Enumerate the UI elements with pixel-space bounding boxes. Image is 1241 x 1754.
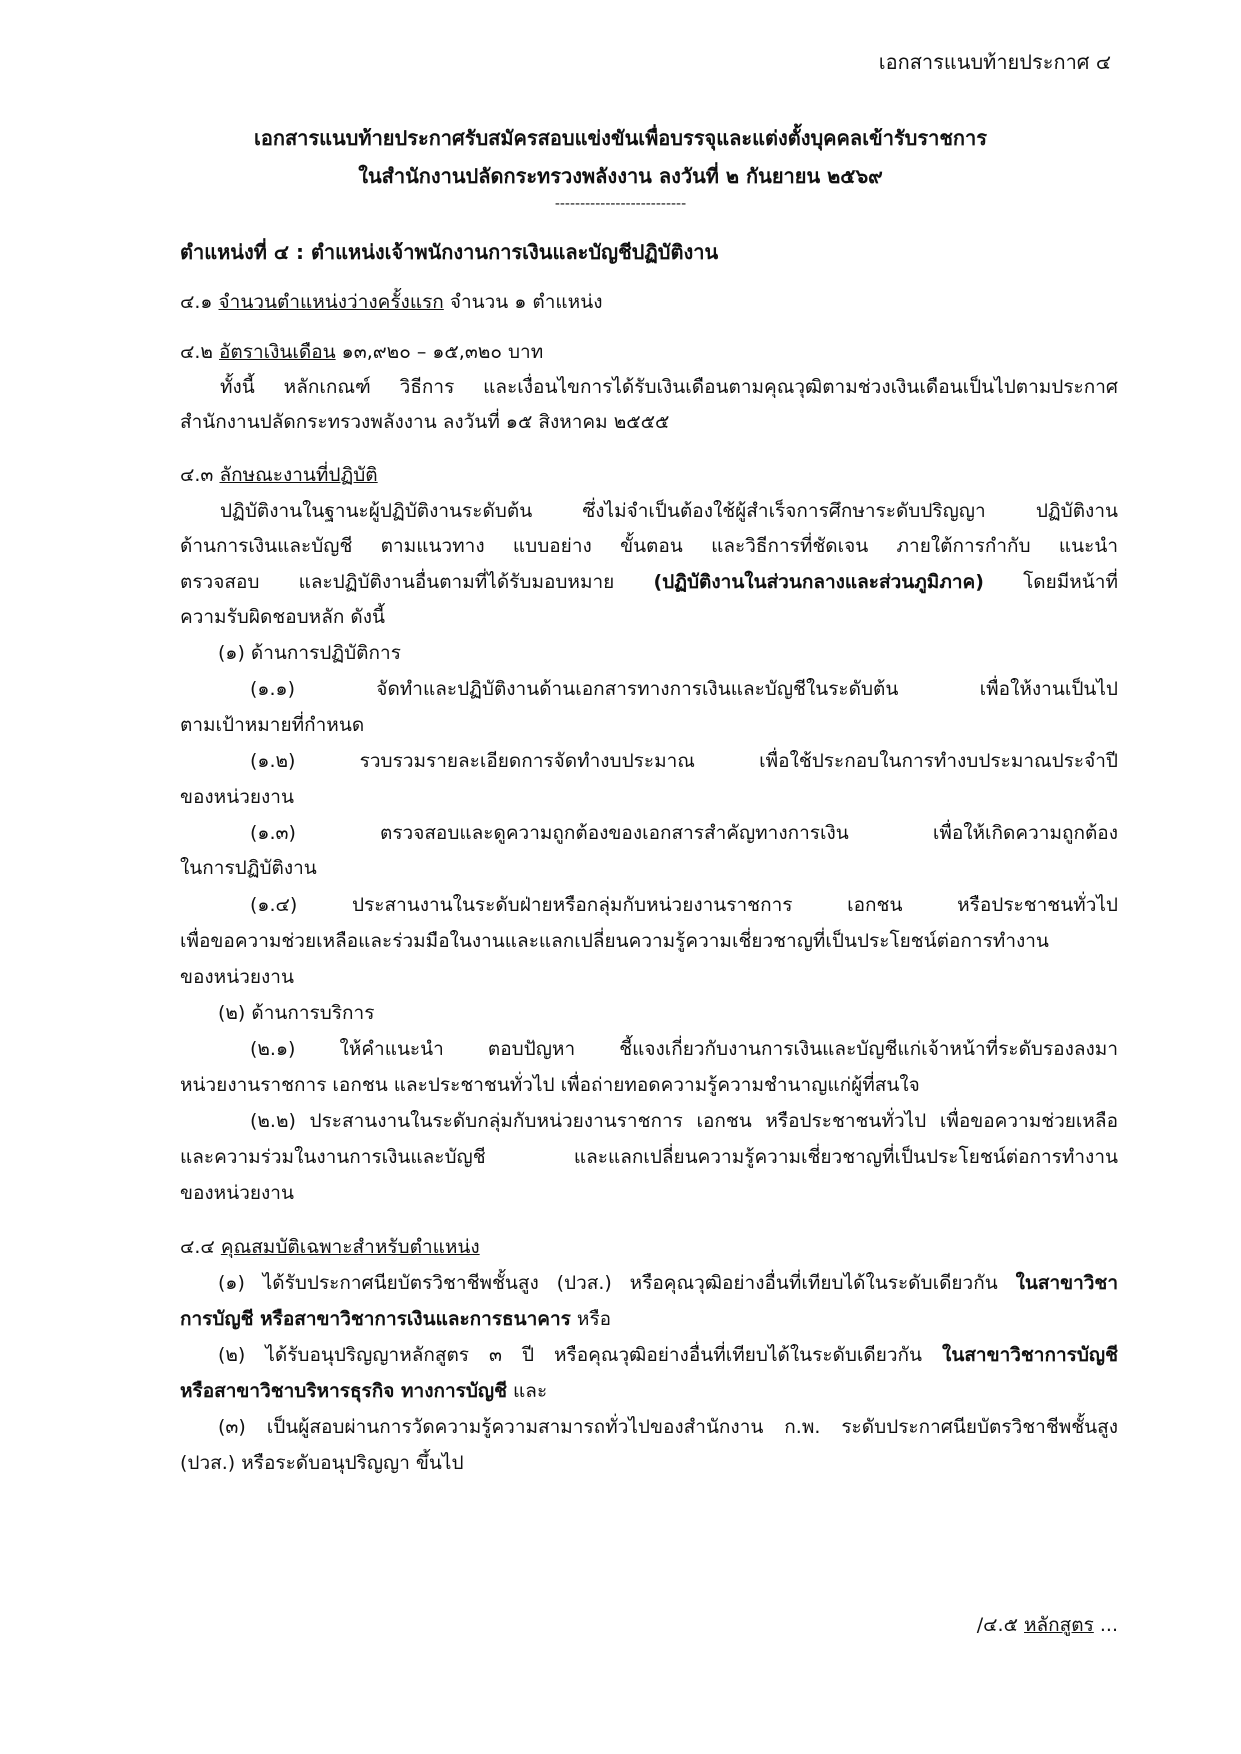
list-item: (๒.๑) ให้คำแนะนำ ตอบปัญหา ชี้แจงเกี่ยวกับงานการเงินและบัญชีแก่เจ้าหน้าที่ระดับรองลงมา [250, 1038, 1118, 1060]
section-label: ลักษณะงานที่ปฏิบัติ [219, 464, 378, 486]
qualification-item-cont [180, 1376, 547, 1406]
text-segment: โดยมีหน้าที่ [1023, 571, 1118, 593]
paragraph-line: ด้านการเงินและบัญชี ตามแนวทาง แบบอย่าง ขั้นตอน และวิธีการที่ชัดเจน ภายใต้การกำกับ แนะนำ [180, 535, 1118, 557]
list-item-cont: ของหน่วยงาน [180, 1182, 294, 1204]
paragraph-line: ความรับผิดชอบหลัก ดังนี้ [180, 606, 385, 628]
text-segment: (๒) ได้รับอนุปริญญาหลักสูตร ๓ ปี หรือคุณวุฒิอย่างอื่นที่เทียบได้ในระดับเดียวกัน [218, 1344, 923, 1366]
footer-prefix: /๔.๕ [976, 1614, 1025, 1636]
section-text: จำนวน ๑ ตำแหน่ง [443, 291, 603, 313]
text-segment: ตรวจสอบ และปฏิบัติงานอื่นตามที่ได้รับมอบหมาย [180, 571, 615, 593]
footer-link: หลักสูตร [1024, 1614, 1094, 1636]
list-item: (๒.๒) ประสานงานในระดับกลุ่มกับหน่วยงานราชการ เอกชน หรือประชาชนทั่วไป เพื่อขอความช่วยเหลือ [250, 1110, 1118, 1132]
text-segment-bold: การบัญชี หรือสาขาวิชาการเงินและการธนาคาร [180, 1308, 571, 1330]
position-heading: ตำแหน่งที่ ๔ : ตำแหน่งเจ้าพนักงานการเงินและบัญชีปฏิบัติงาน [180, 240, 719, 264]
text-segment: (๑) ได้รับประกาศนียบัตรวิชาชีพชั้นสูง (ปวส.) หรือคุณวุฒิอย่างอื่นที่เทียบได้ในระดับเดียวกัน [218, 1272, 998, 1294]
paragraph-line: ทั้งนี้ หลักเกณฑ์ วิธีการ และเงื่อนไขการได้รับเงินเดือนตามคุณวุฒิตามช่วงเงินเดือนเป็นไปตามประกาศ [220, 376, 1118, 398]
section-4-3 [180, 460, 378, 490]
list-item-cont: ตามเป้าหมายที่กำหนด [180, 714, 365, 736]
paragraph-line: สำนักงานปลัดกระทรวงพลังงาน ลงวันที่ ๑๕ สิงหาคม ๒๕๕๕ [180, 411, 670, 433]
list-item-cont: ของหน่วยงาน [180, 966, 294, 988]
qualification-item-cont: (ปวส.) หรือระดับอนุปริญญา ขึ้นไป [180, 1452, 464, 1474]
list-item: (๑.๔) ประสานงานในระดับฝ่ายหรือกลุ่มกับหน่วยงานราชการ เอกชน หรือประชาชนทั่วไป [250, 894, 1118, 916]
list-item: (๑.๒) รวบรวมรายละเอียดการจัดทำงบประมาณ เพื่อใช้ประกอบในการทำงบประมาณประจำปี [250, 750, 1118, 772]
qualification-item: (๓) เป็นผู้สอบผ่านการวัดความรู้ความสามารถทั่วไปของสำนักงาน ก.พ. ระดับประกาศนียบัตรวิชาชีพชั้นสูง [218, 1416, 1118, 1438]
section-label: อัตราเงินเดือน [219, 341, 336, 363]
qualification-item [218, 1268, 1118, 1298]
list-item: (๑.๑) จัดทำและปฏิบัติงานด้านเอกสารทางการเงินและบัญชีในระดับต้น เพื่อให้งานเป็นไป [250, 678, 1118, 700]
paragraph-line [180, 567, 1118, 597]
list-item-cont: เพื่อขอความช่วยเหลือและร่วมมือในงานและแลกเปลี่ยนความรู้ความเชี่ยวชาญที่เป็นประโยชน์ต่อการทำงาน [180, 930, 1049, 952]
section-label: คุณสมบัติเฉพาะสำหรับตำแหน่ง [220, 1236, 480, 1258]
document-title-line1: เอกสารแนบท้ายประกาศรับสมัครสอบแข่งขันเพื่อบรรจุและแต่งตั้งบุคคลเข้ารับราชการ [253, 126, 987, 150]
document-title-line2: ในสำนักงานปลัดกระทรวงพลังงาน ลงวันที่ ๒ กันยายน ๒๕๖๙ [358, 164, 883, 188]
text-segment: และ [507, 1380, 548, 1402]
section-number: ๔.๓ [180, 464, 214, 486]
section-4-2 [180, 337, 543, 367]
header-reference: เอกสารแนบท้ายประกาศ ๔ [878, 50, 1111, 74]
group-heading: (๒) ด้านการบริการ [218, 1002, 375, 1024]
list-item-cont: ของหน่วยงาน [180, 786, 294, 808]
text-segment-bold: ในสาขาวิชาการบัญชี [942, 1344, 1118, 1366]
section-label: จำนวนตำแหน่งว่างครั้งแรก [218, 291, 444, 313]
section-4-1 [180, 287, 602, 317]
list-item-cont: และความร่วมในงานการเงินและบัญชี และแลกเปลี่ยนความรู้ความเชี่ยวชาญที่เป็นประโยชน์ต่อการทำงาน [180, 1146, 1118, 1168]
paragraph-line: ปฏิบัติงานในฐานะผู้ปฏิบัติงานระดับต้น ซึ่งไม่จำเป็นต้องใช้ผู้สำเร็จการศึกษาระดับปริญญา ปฏิบัติงาน [220, 500, 1118, 522]
group-heading: (๑) ด้านการปฏิบัติการ [218, 642, 401, 664]
section-number: ๔.๑ [180, 291, 213, 313]
qualification-item-cont [180, 1304, 611, 1334]
text-segment-bold: หรือสาขาวิชาบริหารธุรกิจ ทางการบัญชี [180, 1380, 508, 1402]
list-item: (๑.๓) ตรวจสอบและดูความถูกต้องของเอกสารสำคัญทางการเงิน เพื่อให้เกิดความถูกต้อง [250, 822, 1118, 844]
footer-continuation [977, 1610, 1118, 1640]
section-text: ๑๓,๙๒๐ – ๑๕,๓๒๐ บาท [335, 341, 544, 363]
title-divider: -------------------------- [554, 196, 687, 212]
section-number: ๔.๔ [180, 1236, 215, 1258]
text-segment-bold: (ปฏิบัติงานในส่วนกลางและส่วนภูมิภาค) [653, 571, 984, 593]
qualification-item [218, 1340, 1118, 1370]
text-segment: หรือ [570, 1308, 612, 1330]
list-item-cont: หน่วยงานราชการ เอกชน และประชาชนทั่วไป เพื่อถ่ายทอดความรู้ความชำนาญแก่ผู้ที่สนใจ [180, 1074, 920, 1096]
section-number: ๔.๒ [180, 341, 213, 363]
footer-suffix: ... [1093, 1614, 1118, 1636]
section-4-4 [180, 1232, 480, 1262]
text-segment-bold: ในสาขาวิชา [1015, 1272, 1118, 1294]
list-item-cont: ในการปฏิบัติงาน [180, 857, 317, 879]
